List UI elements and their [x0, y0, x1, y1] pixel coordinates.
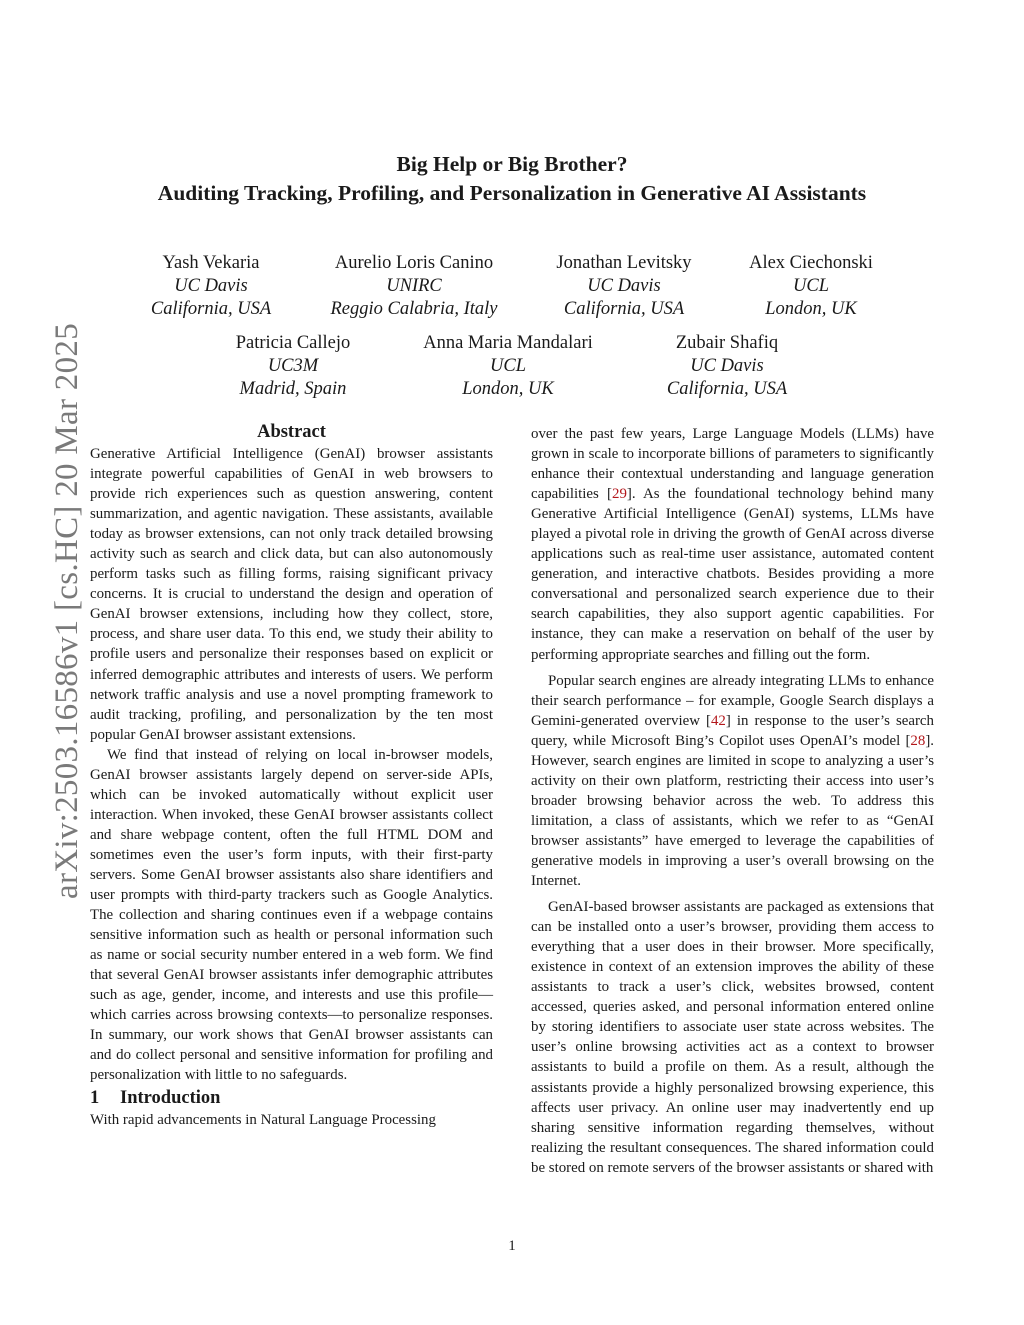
text-run: ]. However, search engines are limited in scope to analyzing a user’s activity on their own platform, restricting their access into user’s broader browsing behavior across the web. To address this limitation, a class of assistants, which we refer to as “GenAI browser assistants” have emerged to leverage the capabilities of generative models in improving a user’s overall browsing on the Internet.	[531, 732, 934, 890]
author-affiliation: UC Davis	[587, 276, 661, 296]
author-location: Reggio Calabria, Italy	[330, 299, 498, 319]
intro-paragraph-2	[531, 671, 934, 892]
text-run: ]. As the foundational technology behind many Generative Artificial Intelligence (GenAI) systems, LLMs have played a pivotal role in driving the growth of GenAI across diverse applications such as real-time user assistance, automated content generation, and interactive chatbots. Besides providing a more conversational and personalized search experience due to their search capabilities, they also support agentic capabilities. For instance, they can make a reservation on behalf of the user by performing appropriate searches and filling out the form.	[531, 486, 934, 663]
text-run: Popular search engines are already integrating LLMs to enhance their search performance – for example, Google Search displays a Gemini-generated overview [	[531, 672, 934, 729]
author-location: California, USA	[150, 299, 272, 319]
citation-link[interactable]: 29	[612, 486, 627, 503]
author-location: London, UK	[765, 299, 857, 319]
section-number: 1	[90, 1087, 100, 1108]
author-name: Yash Vekaria	[162, 253, 260, 273]
citation-link[interactable]: 42	[710, 712, 726, 729]
author-affiliation: UC Davis	[690, 356, 764, 376]
abstract-paragraph-2: We find that instead of relying on local in-browser models, GenAI browser assistants largely depend on server-side APIs, which can be invoked automatically without explicit user interaction. When invoked, these GenAI browser assistants collect and share webpage content, often the full HTML DOM and sometimes even the user’s form inputs, with their first-party servers. Some GenAI browser assistants also share identifiers and user prompts with third-party trackers such as Google Analytics. The collection and sharing continues even if a webpage contains sensitive information such as health or personal information such as name or social security number entered in a web form. We find that several GenAI browser assistants infer demographic attributes such as age, gender, income, and interests and use this profile—which carries across browsing contexts—to personalize responses. In summary, our work shows that GenAI browser assistants can and do collect personal and sensitive information for profiling and personalization with little to no safeguards.	[90, 746, 493, 1084]
author-name: Patricia Callejo	[235, 333, 351, 353]
author-name: Alex Ciechonski	[749, 253, 873, 273]
abstract-paragraph-1: Generative Artificial Intelligence (GenAI) browser assistants integrate powerful capabilities of GenAI in web browsers to provide rich experiences such as question answering, content summarization, and agentic navigation. These assistants, available today as browser extensions, can not only track detailed browsing activity such as search and click data, but can also autonomously perform tasks such as filling forms, raising significant privacy concerns. It is crucial to understand the design and operation of GenAI browser extensions, including how they collect, store, process, and share user data. To this end, we study their ability to profile users and personalize their responses based on explicit or inferred demographic attributes and interests of users. We perform network traffic analysis and use a novel prompting framework to audit tracking, profiling, and personalization by the ten most popular GenAI browser assistant extensions.	[90, 446, 493, 743]
left-column	[90, 420, 493, 1130]
section-heading-introduction	[90, 1086, 493, 1110]
intro-first-line: With rapid advancements in Natural Language Processing	[90, 1111, 436, 1128]
author-location: Madrid, Spain	[239, 379, 347, 399]
author-location: California, USA	[666, 379, 788, 399]
author-name: Zubair Shafiq	[675, 333, 779, 353]
author-location: California, USA	[563, 299, 685, 319]
author-affiliation: UNIRC	[386, 276, 442, 296]
text-run: ] in response to the user’s search query, while Microsoft Bing’s Copilot uses OpenAI’s model [	[531, 712, 934, 749]
author-affiliation: UC Davis	[174, 276, 248, 296]
page-number: 1	[508, 1238, 516, 1254]
author-affiliation: UCL	[793, 276, 829, 296]
arxiv-identifier: arXiv:2503.16586v1 [cs.HC] 20 Mar 2025	[49, 323, 85, 899]
text-run: over the past few years, Large Language Models (LLMs) have grown in scale to incorporate billions of parameters to significantly enhance their contextual understanding and language generation capabilities [	[531, 426, 934, 503]
paper-title	[80, 150, 944, 208]
right-column	[531, 424, 934, 1178]
section-title: Introduction	[120, 1087, 221, 1108]
author-affiliation: UCL	[490, 356, 526, 376]
author-block	[597, 332, 857, 401]
author-name: Jonathan Levitsky	[556, 253, 692, 273]
intro-paragraph-1	[531, 424, 934, 665]
intro-paragraph-3: GenAI-based browser assistants are packaged as extensions that can be installed onto a user’s browser, providing them access to everything that a user does in their browser. More specifically, existence in context of an extension improves the ability of these assistants to track a user’s click, websites browsed, content accessed, queries asked, and personal information entered online by storing identifiers to associate user state across websites. The user’s online browsing activities act as a context to browser assistants to build a profile on them. As a result, although the assistants provide a highly personalized browsing experience, this affects user privacy. An online user may inadvertently end up sharing sensitive information regarding themselves, without realizing the resultant consequences. The shared information could be stored on remote servers of the browser assistants or shared with	[531, 899, 934, 1176]
citation-link[interactable]: 28	[910, 732, 926, 749]
author-name: Aurelio Loris Canino	[334, 253, 494, 273]
author-location: London, UK	[462, 379, 554, 399]
author-affiliation: UC3M	[267, 356, 319, 376]
author-name: Anna Maria Mandalari	[423, 333, 593, 353]
title-line-2: Auditing Tracking, Profiling, and Personalization in Generative AI Assistants	[157, 181, 867, 205]
author-block	[681, 252, 941, 321]
abstract-heading: Abstract	[257, 422, 326, 442]
title-line-1: Big Help or Big Brother?	[396, 152, 628, 176]
